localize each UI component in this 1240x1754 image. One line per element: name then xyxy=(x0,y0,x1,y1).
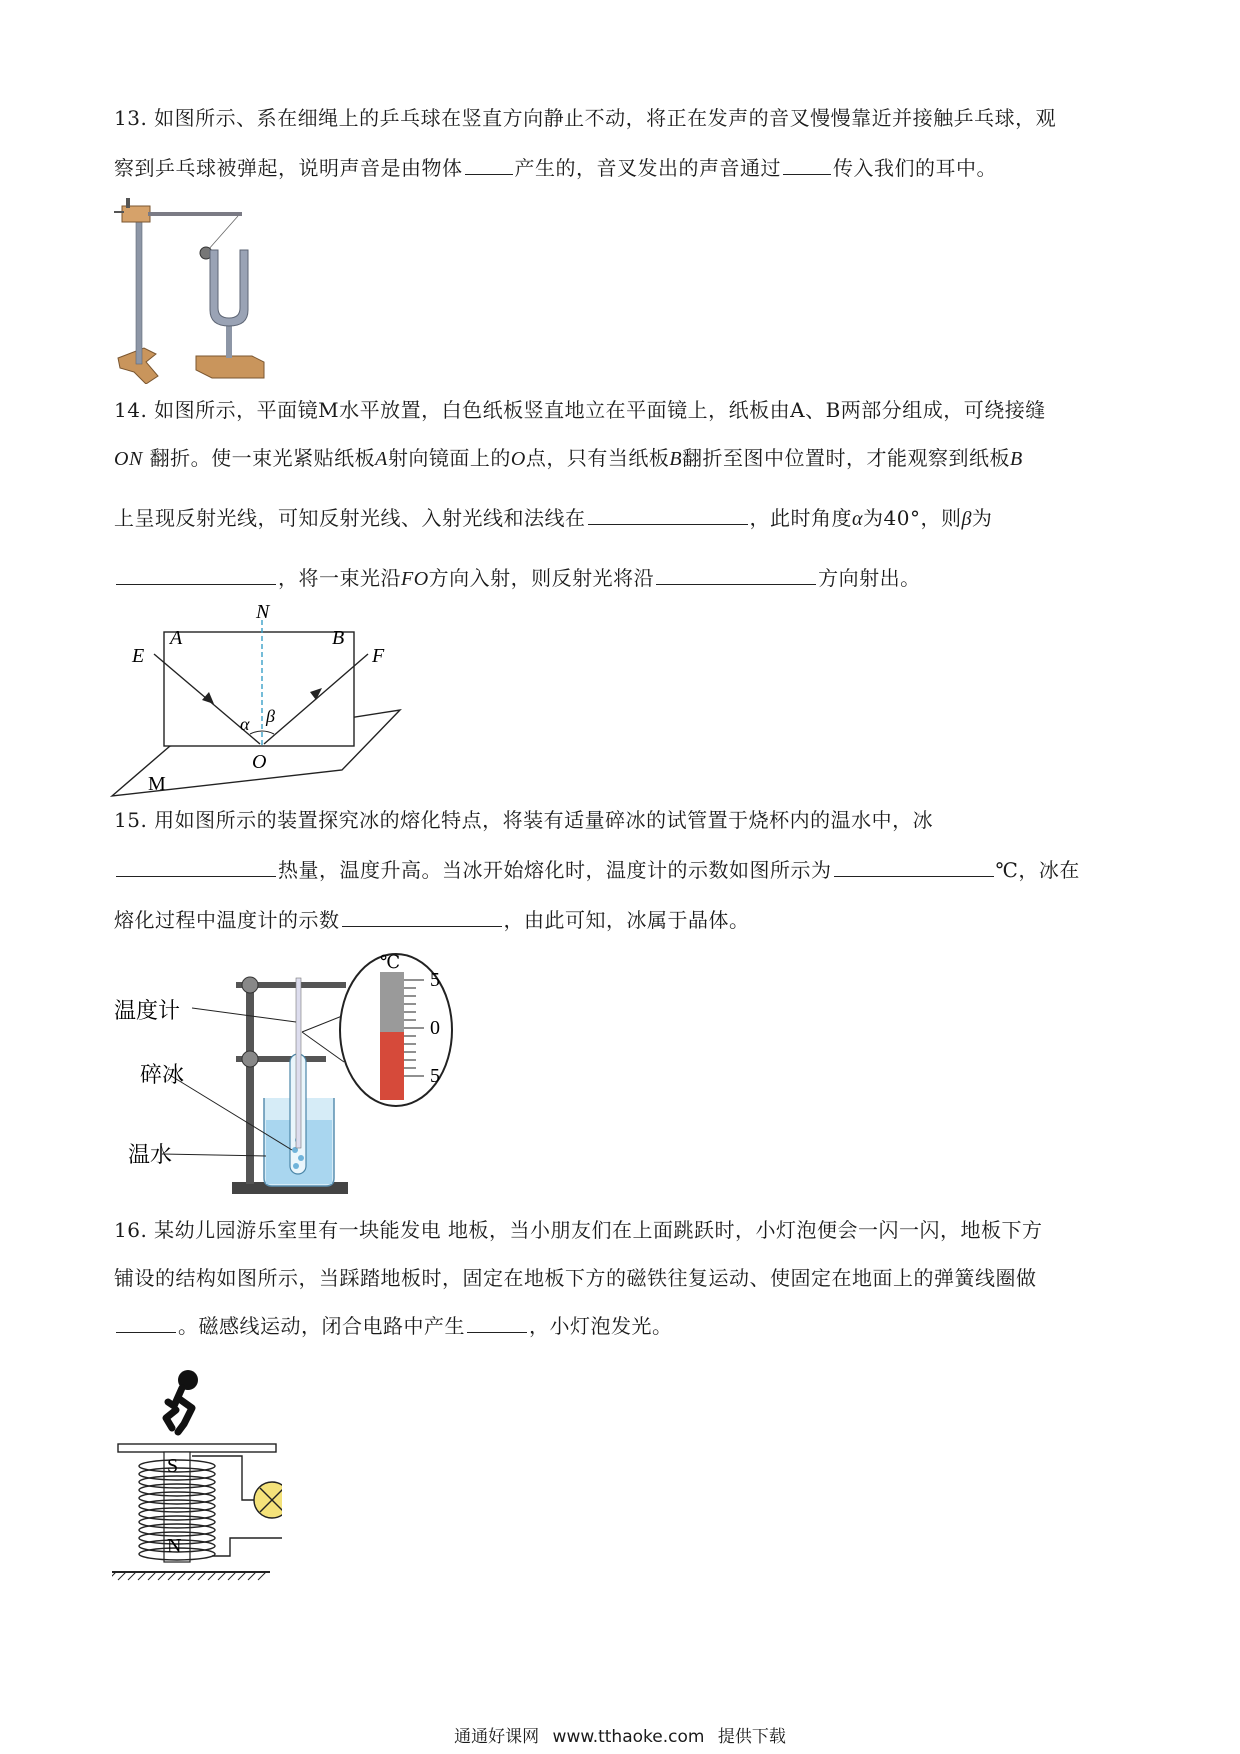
q15-text-b: ℃，冰在 xyxy=(995,858,1080,882)
q15-line2 xyxy=(114,856,1080,884)
q16-line3 xyxy=(114,1312,673,1340)
footer-site: 通通好课网 xyxy=(454,1727,540,1747)
q14-text-h: 为 xyxy=(971,506,993,530)
q15-label-ice: 碎冰 xyxy=(140,1062,185,1087)
q13-blank-1 xyxy=(465,156,513,175)
q14-text-g: 为40°，则 xyxy=(863,506,962,530)
q14-text-k: 方向射出。 xyxy=(818,566,921,590)
q14-fig-beta: β xyxy=(266,706,275,726)
q15-fig-tick-bot: 5 xyxy=(430,1065,440,1087)
q14-fig-M: M xyxy=(148,773,166,795)
q16-text-a: 。磁感线运动，闭合电路中产生 xyxy=(178,1314,465,1338)
q14-text-d: 翻折至图中位置时，才能观察到纸板 xyxy=(682,446,1011,470)
q14-blank-1 xyxy=(588,506,748,525)
q13-blank-2 xyxy=(783,156,831,175)
q15-line3 xyxy=(114,906,750,934)
q15-text-d: ，由此可知，冰属于晶体。 xyxy=(503,908,750,932)
q15-melting-apparatus-figure xyxy=(112,950,472,1200)
q14-fig-A: A xyxy=(170,627,183,649)
q14-line2 xyxy=(114,444,1023,473)
q13-line1: 13. 如图所示、系在细绳上的乒乓球在竖直方向静止不动，将正在发声的音叉慢慢靠近并接触乒乓球，观 xyxy=(114,106,1057,130)
q13-text-a: 察到乒乓球被弹起，说明声音是由物体 xyxy=(114,156,463,180)
q13-tuning-fork-figure xyxy=(112,198,282,384)
q15-label-water: 温水 xyxy=(128,1142,173,1167)
q15-text-a: 热量，温度升高。当冰开始熔化时，温度计的示数如图所示为 xyxy=(278,858,832,882)
q14-fig-E: E xyxy=(132,645,145,667)
q15-label-thermometer: 温度计 xyxy=(114,998,181,1023)
q15-line1: 15. 用如图所示的装置探究冰的熔化特点，将装有适量碎冰的试管置于烧杯内的温水中，冰 xyxy=(114,808,934,832)
q14-line3 xyxy=(114,504,992,533)
q14-text-i: ，将一束光沿 xyxy=(278,566,401,590)
q14-fig-F: F xyxy=(372,645,385,667)
q14-fig-O: O xyxy=(252,751,267,773)
q16-fig-S: S xyxy=(167,1455,179,1477)
q13-text-c: 传入我们的耳中。 xyxy=(833,156,997,180)
q15-fig-tick-mid: 0 xyxy=(430,1017,440,1039)
footer-url[interactable]: www.tthaoke.com xyxy=(552,1727,705,1747)
q14-blank-2 xyxy=(116,566,276,585)
q16-floor-generator-figure xyxy=(112,1370,282,1600)
q14-text-f: ，此时角度 xyxy=(749,506,852,530)
q16-text-b: ，小灯泡发光。 xyxy=(529,1314,673,1338)
q14-text-j: 方向入射，则反射光将沿 xyxy=(428,566,655,590)
q13-line2 xyxy=(114,154,997,182)
q14-var-O: O xyxy=(510,448,526,470)
q13-text-b: 产生的，音叉发出的声音通过 xyxy=(514,156,781,180)
q14-text-e: 上呈现反射光线，可知反射光线、入射光线和法线在 xyxy=(114,506,586,530)
q15-fig-tick-top: 5 xyxy=(430,969,440,991)
footer-suffix: 提供下载 xyxy=(717,1727,786,1747)
q15-fig-unit: ℃ xyxy=(380,952,401,972)
q15-blank-2 xyxy=(834,858,994,877)
q14-var-B: B xyxy=(669,448,683,470)
q14-line1: 14. 如图所示，平面镜M水平放置，白色纸板竖直地立在平面镜上，纸板由A、B两部分组成，可绕接缝 xyxy=(114,398,1046,422)
q16-blank-2 xyxy=(467,1314,527,1333)
q14-fig-alpha: α xyxy=(240,714,250,734)
q15-blank-1 xyxy=(116,858,276,877)
q14-beta: β xyxy=(961,508,972,530)
q14-var-B2: B xyxy=(1010,448,1023,470)
q14-mirror-figure xyxy=(110,600,410,800)
q15-text-c: 熔化过程中温度计的示数 xyxy=(114,908,340,932)
q14-fig-N: N xyxy=(256,601,270,623)
q14-text-a: 翻折。使一束光紧贴纸板 xyxy=(142,446,376,470)
q16-fig-N: N xyxy=(167,1535,182,1557)
q16-line1: 16. 某幼儿园游乐室里有一块能发电 地板，当小朋友们在上面跳跃时，小灯泡便会一闪一闪，地板下方 xyxy=(114,1218,1043,1242)
q14-text-b: 射向镜面上的 xyxy=(387,446,511,470)
q16-blank-1 xyxy=(116,1314,176,1333)
q14-fo: FO xyxy=(401,568,429,590)
q14-text-c: 点，只有当纸板 xyxy=(525,446,670,470)
q14-var-A: A xyxy=(375,448,388,470)
q16-line2: 铺设的结构如图所示，当踩踏地板时，固定在地板下方的磁铁往复运动、使固定在地面上的弹簧线圈做 xyxy=(114,1266,1037,1290)
q14-blank-3 xyxy=(656,566,816,585)
q14-on: ON xyxy=(114,448,143,470)
q15-blank-3 xyxy=(342,908,502,927)
q14-alpha: α xyxy=(852,508,863,530)
q14-fig-B: B xyxy=(332,627,345,649)
page-footer xyxy=(0,1722,1240,1747)
q14-line4 xyxy=(114,564,921,593)
